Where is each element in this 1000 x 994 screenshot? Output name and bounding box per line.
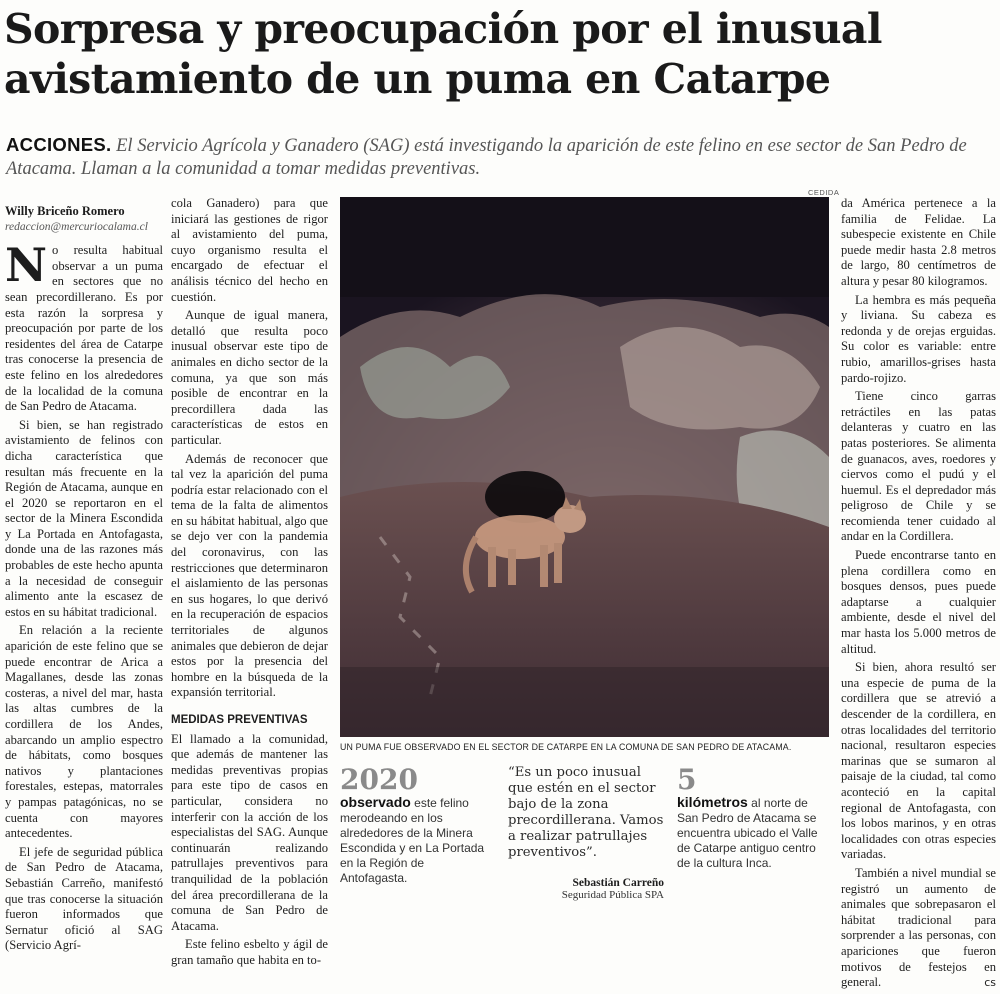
subhead: MEDIDAS PREVENTIVAS [171, 714, 308, 726]
quote-role: Seguridad Pública SPA [561, 889, 664, 901]
fact-text: observado este felino merodeando en los alrededores de la Minera Escondida y en La Portada en la Región de Antofagasta. [340, 794, 485, 885]
end-mark-icon: cs [984, 976, 996, 990]
paragraph: En relación a la reciente aparición de este felino que se puede encontrar de Arica a Magallanes, desde las zonas costeras, a nivel del mar, hasta las altas cumbres de la cordillera de los Andes, abarcando un amplio espectro de hábitats, como bosques nativos y plantaciones forestales, estepas, matorrales y pampas patagónicas, no se cuenta con mayores antecedentes. [5, 623, 163, 841]
fact-box-2020 [340, 765, 490, 886]
puma-photo [340, 197, 829, 737]
paragraph: da América pertenece a la familia de Felidae. La subespecie existente en Chile puede medir hasta 2.8 metros de largo, 80 centímetros de altura y pesar 80 kilogramos. [841, 196, 996, 288]
paragraph: cola Ganadero) para que iniciará las gestiones de rigor al avistamiento del puma, cuyo organismo resulta el encargado de efectuar el análisis técnico del hecho en cuestión. [171, 196, 328, 304]
paragraph: No resulta habitual observar a un puma en sectores que no sean precordillerano. Es por esta razón la sorpresa y preocupación por parte de los residentes del área de Catarpe tras conocerse la presencia de este felino en los alrededores de la localidad de la comuna de San Pedro de Atacama. [5, 238, 163, 414]
pull-quote [508, 765, 664, 901]
paragraph: Tiene cinco garras retráctiles en las patas delanteras y cuatro en las patas posteriores. Se alimenta de guanacos, aves, roedores y ciervos como el pudú y el huemul. Es el depredador más peligroso de Chile y se recomienda tener cuidado al andar en la Cordillera. [841, 389, 996, 544]
fact-number: 2020 [340, 763, 418, 796]
paragraph: Este felino esbelto y ágil de gran tamaño que habita en to- [171, 937, 328, 967]
photo-credit: CEDIDA [808, 188, 840, 197]
byline-author: Willy Briceño Romero [5, 204, 125, 218]
paragraph: La hembra es más pequeña y liviana. Su cabeza es redonda y de orejas erguidas. Su color es variable: entre rubio, amarillos-grises hasta pardo-rojizo. [841, 292, 996, 385]
paragraph: El llamado a la comunidad, que además de mantener las medidas preventivas propias para este tipo de casos en particular, considera no interferir con la acción de los especialistas del SAG. Aunque continuarán realizando patrullajes preventivos para tranquilidad de la población del área precordillerana de la comuna de San Pedro de Atacama. [171, 731, 328, 933]
paragraph: Además de reconocer que tal vez la aparición del puma podría estar relacionado con el tema de la falta de alimentos en su hábitat habitual, algo que se dejo ver con la pandemia del coronavirus, con las restricciones que determinaron el aislamiento de las personas en sus hogares, lo que derivó en la recuperación de espacios territoriales de algunos animales que debieron de dejar estos por la presencia del hombre en la búsqueda de la expansión territorial. [171, 451, 328, 700]
deck [6, 133, 992, 181]
fact-number: 5 [677, 763, 697, 796]
deck-text: El Servicio Agrícola y Ganadero (SAG) está investigando la aparición de este felino en ese sector de San Pedro de Atacama. Llaman a la comunidad a tomar medidas preventivas. [6, 136, 967, 179]
column-2 [171, 196, 328, 972]
paragraph: Si bien, se han registrado avistamiento de felinos con dicha característica que resultan más frecuente en la Región de Atacama, aunque en el 2020 se reportaron en el sector de la Minera Escondida y La Portada en Antofagasta, donde una de las razones más probables de este hecho apunta a la necesidad de conseguir alimento ante la escasez de estos en su hábitat tradicional. [5, 417, 163, 619]
paragraph: Si bien, ahora resultó ser una especie de puma de la cordillera que se atrevió a descender de la cordillera, en otras localidades del territorio nacional, resultaron especies marinas que se sumaron al paisaje de la ciudad, tal como aconteció en la capital regional de Antofagasta, con los lobos marinos, y en otras localidades con otras especies variadas. [841, 660, 996, 862]
quote-text: “Es un poco inusual que estén en el sector bajo de la zona precordillerana. Vamos a realizar patrullajes preventivos”. [508, 765, 664, 860]
fact-text: kilómetros al norte de San Pedro de Atacama se encuentra ubicado el Valle de Catarpe antiguo centro de la cultura Inca. [677, 794, 818, 870]
dropcap: N [5, 238, 48, 293]
column-1 [5, 196, 163, 957]
kicker: ACCIONES. [6, 134, 112, 155]
paragraph: El jefe de seguridad pública de San Pedro de Atacama, Sebastián Carreño, manifestó que tras conocerse la situación fueron informados que Sernatur ofició al SAG (Servicio Agrí- [5, 844, 163, 953]
paragraph: También a nivel mundial se registró un aumento de animales que sobrepasaron el hábitat tradicional para sorprender a las personas, con apariciones que fueron motivos de festejos en general. cs [841, 865, 996, 990]
column-4 [841, 196, 996, 994]
fact-box-5-km [677, 765, 827, 871]
photo-caption: UN PUMA FUE OBSERVADO EN EL SECTOR DE CATARPE EN LA COMUNA DE SAN PEDRO DE ATACAMA. [340, 742, 792, 752]
paragraph: Puede encontrarse tanto en plena cordillera como en bosques densos, pues puede adaptarse a cualquier ambiente, desde el nivel del mar hasta los 5.000 metros de altitud. [841, 548, 996, 656]
byline-email[interactable]: redaccion@mercuriocalama.cl [5, 220, 148, 233]
puma-photo-illustration [340, 197, 829, 737]
fact-lead: observado [340, 794, 411, 810]
quote-author: Sebastián Carreño [572, 877, 664, 889]
fact-lead: kilómetros [677, 794, 748, 810]
headline: Sorpresa y preocupación por el inusual avistamiento de un puma en Catarpe [4, 5, 882, 103]
paragraph: Aunque de igual manera, detalló que resulta poco inusual observar este tipo de animales en dicho sector de la comuna, ya que son más posible de encontrar en la precordillera dada las características de estos en particular. [171, 308, 328, 447]
